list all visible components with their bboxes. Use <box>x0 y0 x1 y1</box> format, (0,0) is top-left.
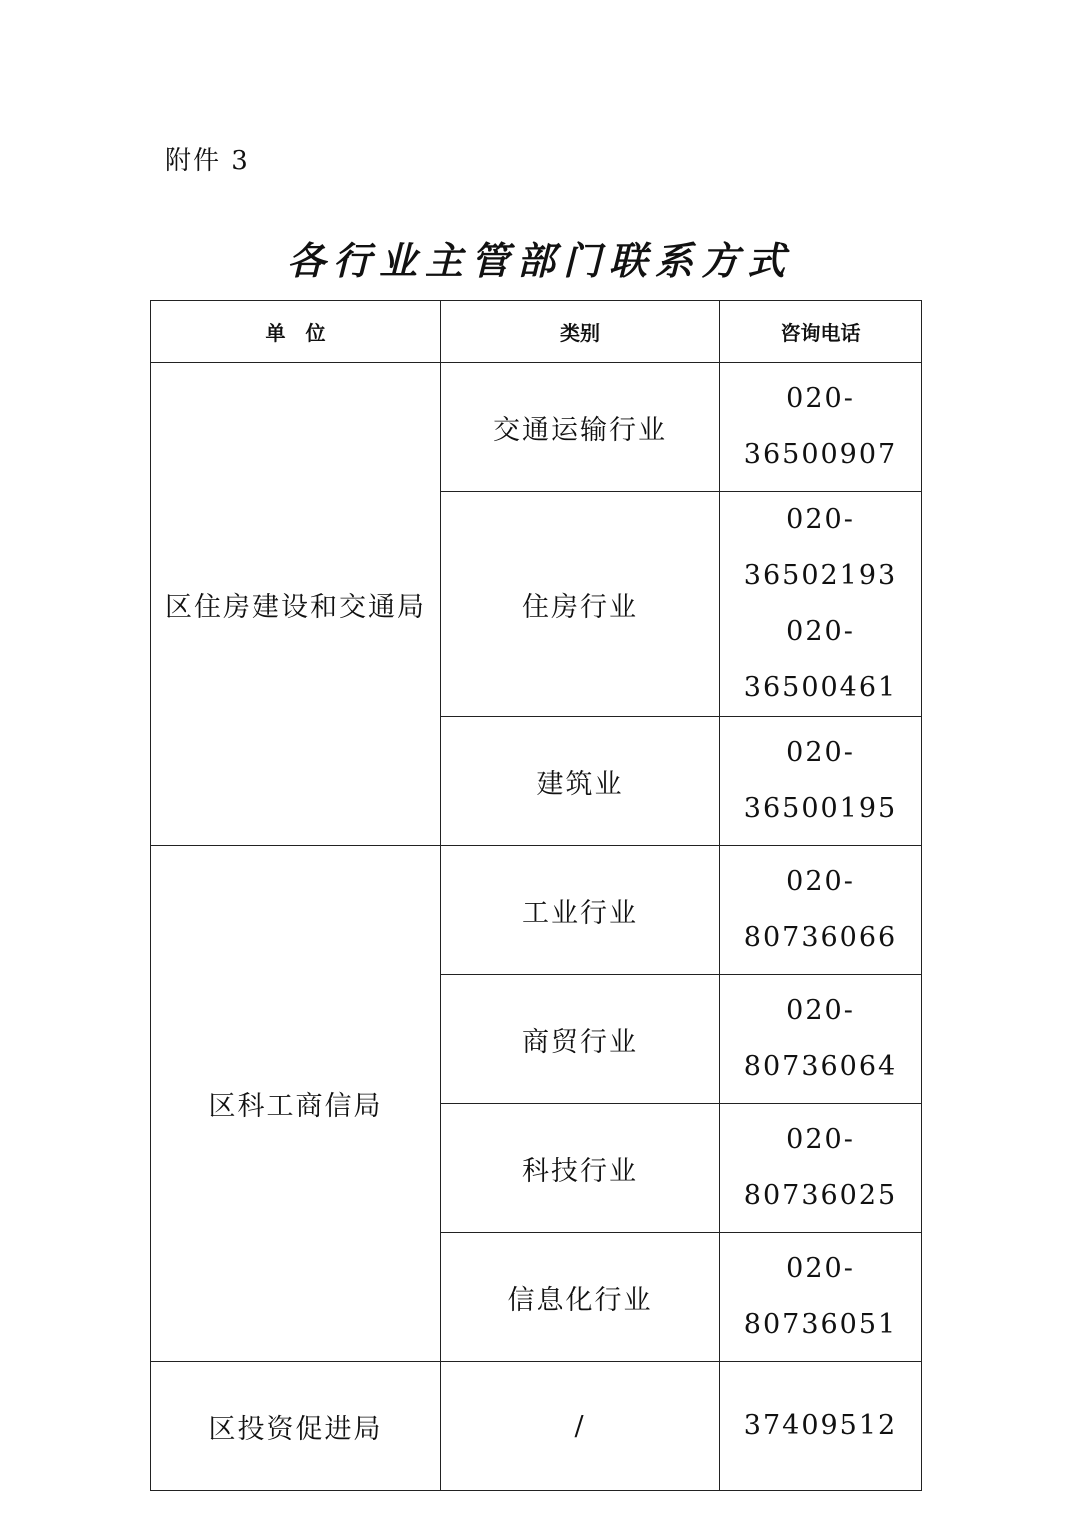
contacts-table <box>150 300 922 1491</box>
category-cell: 科技行业 <box>441 1104 720 1233</box>
phone-cell <box>720 363 922 492</box>
header-unit: 单 位 <box>151 301 441 363</box>
phone-cell <box>720 975 922 1104</box>
phone-cell <box>720 1233 922 1362</box>
category-cell: 交通运输行业 <box>441 363 720 492</box>
phone-cell <box>720 1104 922 1233</box>
category-cell: 信息化行业 <box>441 1233 720 1362</box>
category-cell: 建筑业 <box>441 717 720 846</box>
unit-cell: 区投资促进局 <box>151 1362 441 1491</box>
phone-number: 020-36500907 <box>743 383 898 470</box>
phone-number: 37409512 <box>743 1410 898 1441</box>
table-row <box>151 1362 922 1491</box>
phone-cell <box>720 492 922 717</box>
phone-number: 020-80736066 <box>743 866 898 953</box>
table-header-row <box>151 301 922 363</box>
phone-number: 020-36502193 <box>743 504 898 591</box>
header-phone: 咨询电话 <box>720 301 922 363</box>
attachment-label: 附件 3 <box>165 146 250 176</box>
category-cell: / <box>441 1362 720 1491</box>
header-category: 类别 <box>441 301 720 363</box>
phone-number: 020-36500461 <box>743 616 898 703</box>
unit-cell: 区住房建设和交通局 <box>151 363 441 846</box>
phone-cell <box>720 846 922 975</box>
phone-number: 020-80736025 <box>743 1124 898 1211</box>
phone-cell <box>720 1362 922 1491</box>
category-cell: 商贸行业 <box>441 975 720 1104</box>
table-row <box>151 846 922 975</box>
phone-number: 020-36500195 <box>743 737 898 824</box>
category-cell: 工业行业 <box>441 846 720 975</box>
unit-cell: 区科工商信局 <box>151 846 441 1362</box>
table-row <box>151 363 922 492</box>
document-title: 各行业主管部门联系方式 <box>286 238 793 283</box>
phone-cell <box>720 717 922 846</box>
phone-number: 020-80736051 <box>743 1253 898 1340</box>
phone-number: 020-80736064 <box>743 995 898 1082</box>
category-cell: 住房行业 <box>441 492 720 717</box>
